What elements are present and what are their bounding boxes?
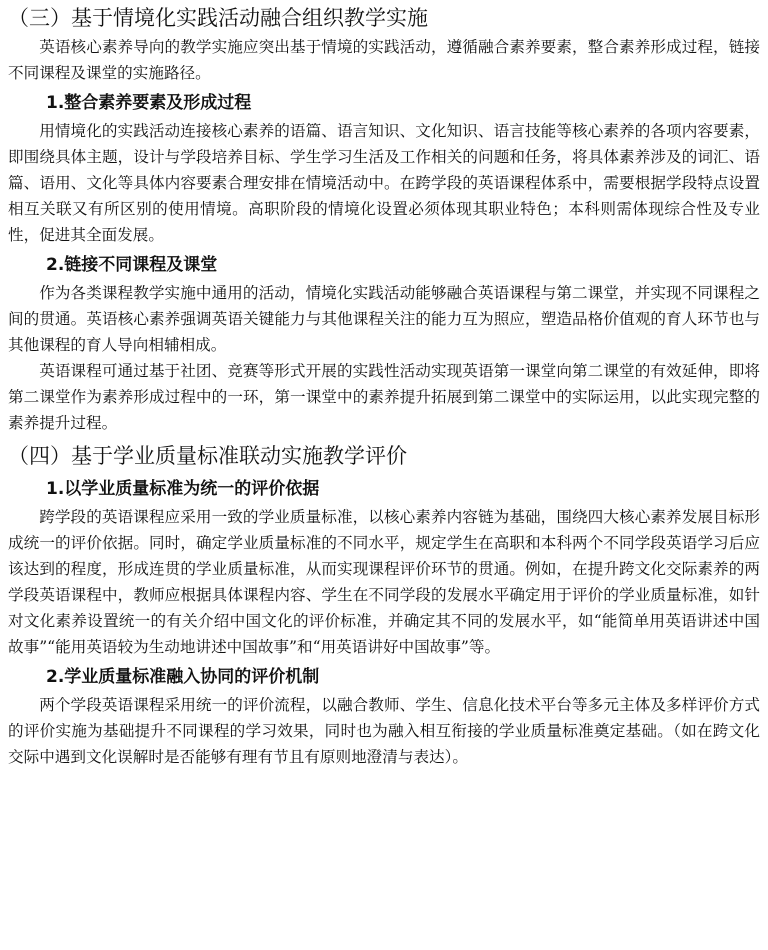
subsection-3-2-paragraph-2: 英语课程可通过基于社团、竞赛等形式开展的实践性活动实现英语第一课堂向第二课堂的有效延伸，即将第二课堂作为素养形成过程中的一环，第一课堂中的素养提升拓展到第二课堂中的实际运用，以此实现完整的素养提升过程。 [8, 362, 760, 432]
subsection-4-2-heading: 2.学业质量标准融入协同的评价机制 [46, 667, 320, 687]
section-3-intro: 英语核心素养导向的教学实施应突出基于情境的实践活动，遵循融合素养要素，整合素养形成过程，链接不同课程及课堂的实施路径。 [8, 38, 760, 82]
subsection-3-1-heading: 1.整合素养要素及形成过程 [46, 93, 252, 113]
subsection-3-1-paragraph-1: 用情境化的实践活动连接核心素养的语篇、语言知识、文化知识、语言技能等核心素养的各项内容要素，即围绕具体主题，设计与学段培养目标、学生学习生活及工作相关的问题和任务，将具体素养涉及的词汇、语篇、语用、文化等具体内容要素合理安排在情境活动中。在跨学段的英语课程体系中，需要根据学段特点设置相互关联又有所区别的使用情境。高职阶段的情境化设置必须体现其职业特色；本科则需体现综合性及专业性，促进其全面发展。 [8, 122, 760, 244]
subsection-3-2-heading: 2.链接不同课程及课堂 [46, 255, 218, 275]
subsection-4-2-paragraph-1: 两个学段英语课程采用统一的评价流程，以融合教师、学生、信息化技术平台等多元主体及多样评价方式的评价实施为基础提升不同课程的学习效果，同时也为融入相互衔接的学业质量标准奠定基础。（如在跨文化交际中遇到文化误解时是否能够有理有节且有原则地澄清与表达）。 [8, 696, 760, 766]
subsection-3-2-paragraph-1: 作为各类课程教学实施中通用的活动，情境化实践活动能够融合英语课程与第二课堂，并实现不同课程之间的贯通。英语核心素养强调英语关键能力与其他课程关注的能力互为照应，塑造品格价值观的育人环节也与其他课程的育人导向相辅相成。 [8, 284, 760, 354]
subsection-4-1-heading: 1.以学业质量标准为统一的评价依据 [46, 479, 320, 499]
section-3-heading: （三）基于情境化实践活动融合组织教学实施 [8, 6, 428, 30]
section-4-heading: （四）基于学业质量标准联动实施教学评价 [8, 444, 407, 468]
subsection-4-1-paragraph-1: 跨学段的英语课程应采用一致的学业质量标准，以核心素养内容链为基础，围绕四大核心素养发展目标形成统一的评价依据。同时，确定学业质量标准的不同水平，规定学生在高职和本科两个不同学段英语学习后应该达到的程度，形成连贯的学业质量标准，从而实现课程评价环节的贯通。例如，在提升跨文化交际素养的两学段英语课程中，教师应根据具体课程内容、学生在不同学段的发展水平确定用于评价的学业质量标准，如针对文化素养设置统一的有关介绍中国文化的评价标准，并确定其不同的发展水平，如“能简单用英语讲述中国故事”“能用英语较为生动地讲述中国故事”和“用英语讲好中国故事”等。 [8, 508, 760, 656]
